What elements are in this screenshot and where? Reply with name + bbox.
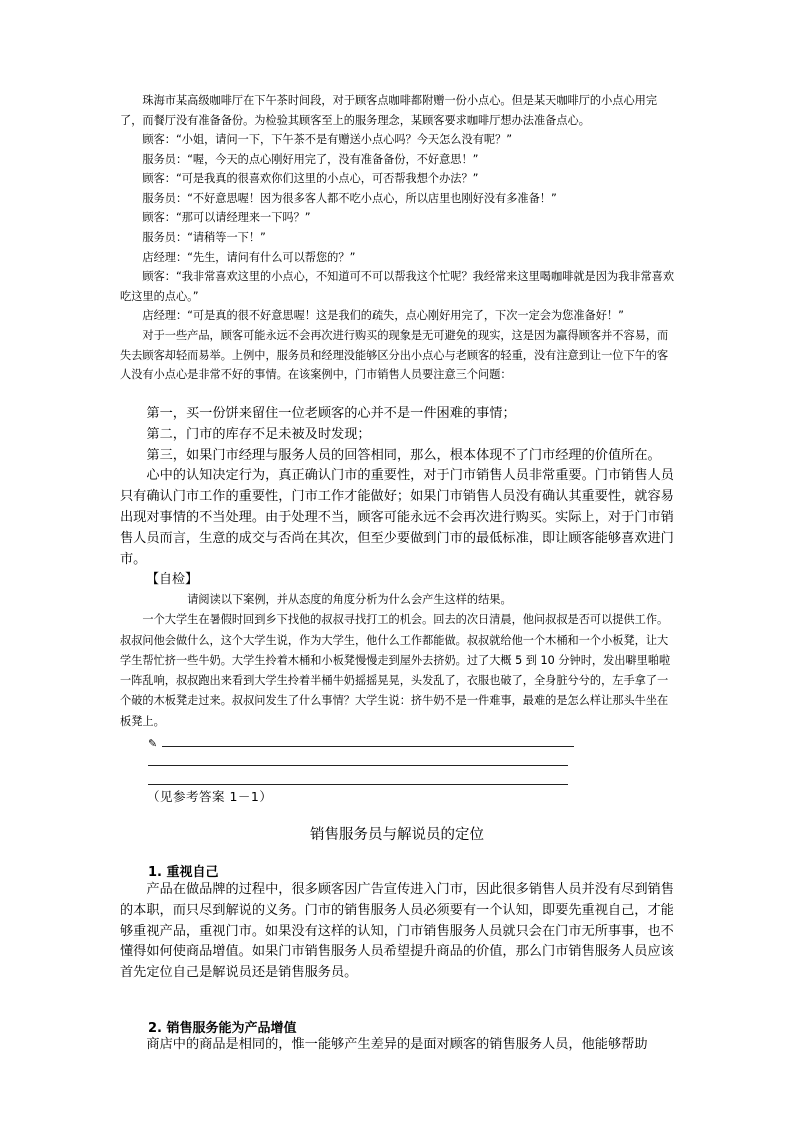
answer-line[interactable] <box>148 784 568 785</box>
case-dialogue <box>120 130 675 385</box>
dialogue-line: 顾客：“可是我真的很喜欢你们这里的小点心，可否帮我想个办法？” <box>142 172 479 186</box>
answer-line[interactable] <box>148 765 568 766</box>
reference-note: （见参考答案 1－1） <box>147 789 273 804</box>
self-check-heading: 【自检】 <box>146 572 199 587</box>
dialogue-line: 顾客：“那可以请经理来一下吗？” <box>142 211 311 225</box>
dialogue-line: 顾客：“我非常喜欢这里的小点心，不知道可不可以帮我这个忙呢？我经常来这里喝咖啡就是因为我非常喜欢吃这里的点心。” <box>120 270 675 303</box>
dialogue-line: 店经理：“可是真的很不好意思喔！这是我们的疏失，点心刚好用完了，下次一定会为您准备好！” <box>142 309 624 323</box>
dialogue-line: 顾客：“小姐，请问一下，下午茶不是有赠送小点心吗？今天怎么没有呢？” <box>142 133 512 146</box>
case-intro: 珠海市某高级咖啡厅在下午茶时间段，对于顾客点咖啡都附赠一份小点心。但是某天咖啡厅的小点心用完了，而餐厅没有准备备份。为检验其顾客至上的服务理念，某顾客要求咖啡厅想办法准备点心。 <box>120 94 658 127</box>
subsection-heading-1: 1. 重视自己 <box>148 865 219 880</box>
point-item: 第三，如果门市经理与服务人员的回答相同，那么，根本体现不了门市经理的价值所在。 <box>146 447 661 463</box>
section-title: 销售服务员与解说员的定位 <box>310 827 484 843</box>
self-check-story: 一个大学生在暑假时回到乡下找他的叔叔寻找打工的机会。回去的次日清晨，他问叔叔是否可以提供工作。叔叔问他会做什么，这个大学生说，作为大学生，他什么工作都能做。叔叔就给他一个木桶和一个小板凳，让大学生帮忙挤一些牛奶。大学生拎着木桶和小板凳慢慢走到屋外去挤奶。过了大概 5 到 10 分钟时，发出噼里啪啦一阵乱响，叔叔跑出来看到大学生拎着半桶牛奶摇摇晃晃，头发乱了，衣服也破了，全身脏兮兮的，左手拿了一个破的木板凳走过来。叔叔问发生了什么事情？大学生说：挤牛奶不是一件难事，最难的是怎么样让那头牛坐在板凳上。 <box>120 613 671 728</box>
self-check-prompt: 请阅读以下案例，并从态度的角度分析为什么会产生这样的结果。 <box>187 593 512 606</box>
point-item: 第一，买一份饼来留住一位老顾客的心并不是一件困难的事情； <box>146 406 516 421</box>
case-conclusion: 心中的认知决定行为，真正确认门市的重要性，对于门市销售人员非常重要。门市销售人员只有确认门市工作的重要性，门市工作才能做好；如果门市销售人员没有确认其重要性，就容易出现对事情的不当处理。由于处理不当，顾客可能永远不会再次进行购买。实际上，对于门市销售人员而言，生意的成交与否尚在其次，但至少要做到门市的最低标准，即让顾客能够喜欢进门市。 <box>120 468 674 567</box>
subsection-body-1: 产品在做品牌的过程中，很多顾客因广告宣传进入门市，因此很多销售人员并没有尽到销售的本职，而只尽到解说的义务。门市的销售服务人员必须要有一个认知，即要先重视自己，才能够重视产品，重视门市。如果没有这样的认知，门市销售服务人员就只会在门市无所事事，也不懂得如何使商品增值。如果门市销售服务人员希望提升商品的价值，那么门市销售服务人员应该首先定位自己是解说员还是销售服务员。 <box>120 882 674 981</box>
case-points <box>120 404 676 570</box>
self-check-body <box>120 590 675 732</box>
dialogue-line: 服务员：“喔，今天的点心刚好用完了，没有准备备份，不好意思！” <box>142 152 479 166</box>
case-analysis: 对于一些产品，顾客可能永远不会再次进行购买的现象是无可避免的现实，这是因为赢得顾客并不容易，而失去顾客却轻而易举。上例中，服务员和经理没能够区分出小点心与老顾客的轻重，没有注意到让一位下午的客人没有小点心是非常不好的事情。在该案例中，门市销售人员要注意三个问题： <box>120 328 669 382</box>
dialogue-line: 店经理：“先生，请问有什么可以帮您的？” <box>142 250 356 264</box>
pencil-icon: ✎ <box>148 737 158 750</box>
answer-line[interactable] <box>162 746 574 747</box>
dialogue-line: 服务员：“不好意思喔！因为很多客人都不吃小点心，所以店里也刚好没有多准备！” <box>142 191 557 205</box>
dialogue-line: 服务员：“请稍等一下！” <box>142 230 266 244</box>
point-item: 第二，门市的库存不足未被及时发现； <box>146 426 371 442</box>
subsection-body-2: 商店中的商品是相同的，惟一能够产生差异的是面对顾客的销售服务人员，他能够帮助 <box>146 1037 648 1052</box>
subsection-heading-2: 2. 销售服务能为产品增值 <box>148 1021 297 1036</box>
